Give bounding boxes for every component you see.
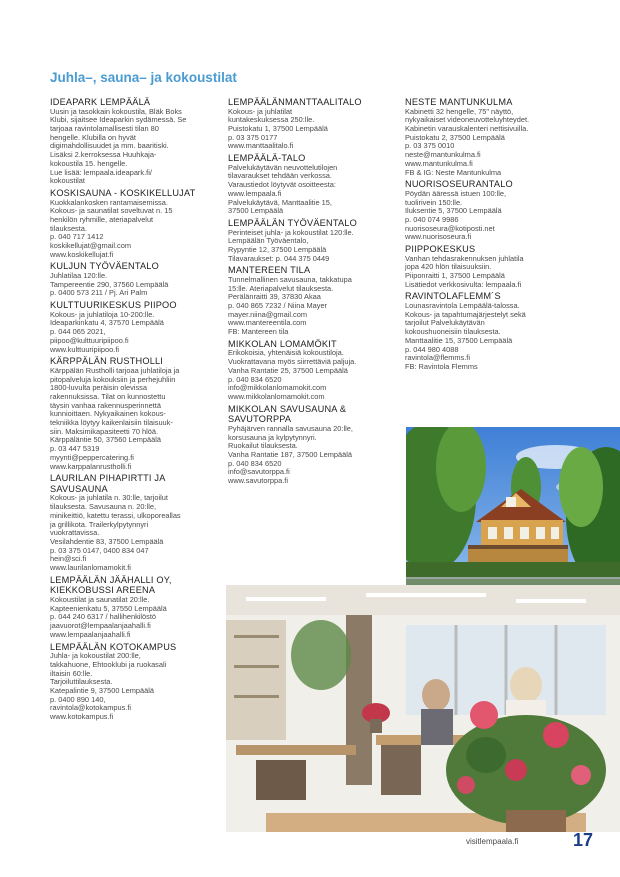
venue-detail-line: takkahuone, Ehtooklubi ja ruokasali bbox=[50, 659, 167, 669]
listing-column-3 bbox=[405, 97, 577, 374]
venue-detail-line: mayer.niina@gmail.com bbox=[228, 309, 307, 319]
venue-detail-line: Erikokoisia, yhtenäisiä kokoustiloja. bbox=[228, 348, 344, 358]
venue-detail-line: p. 040 834 6520 bbox=[228, 458, 282, 468]
venue-detail-line: www.kotokampus.fi bbox=[50, 712, 114, 722]
venue-detail-line: Vuokrattavana myös siirrettäviä paljuja. bbox=[228, 357, 357, 367]
venue-detail-line: p. 040 834 6520 bbox=[228, 374, 282, 384]
venue-detail-line: Tampereentie 290, 37560 Lempäälä bbox=[50, 279, 169, 289]
cafe-interior-photo bbox=[226, 585, 620, 832]
listing-column-2 bbox=[228, 97, 400, 488]
venue-detail-line: p. 03 375 0177 bbox=[228, 132, 278, 142]
venue-entry bbox=[50, 300, 222, 354]
venue-title: KOSKISAUNA - KOSKIKELLUJAT bbox=[50, 187, 196, 198]
venue-detail-line: Klubi, sijaitsee Ideaparkin sydämessä. Se bbox=[50, 115, 187, 125]
venue-detail-line: tilauksesta. Savusauna n. 20:lle, bbox=[50, 502, 156, 512]
venue-entry bbox=[50, 97, 222, 186]
venue-entry bbox=[228, 404, 400, 486]
venue-detail-line: Kapteenienkatu 5, 37550 Lempäälä bbox=[50, 603, 167, 613]
venue-title: LEMPÄÄLÄN JÄÄHALLI OY, KIEKKOBUSSI AREENA bbox=[50, 574, 172, 596]
venue-detail-line: FB: Ravintola Flemms bbox=[405, 361, 478, 371]
venue-detail-line: p. 040 074 9986 bbox=[405, 214, 459, 224]
venue-detail-line: Lempäälän Työväentalo, bbox=[228, 236, 309, 246]
venue-detail-line: Kokous- ja tapahtumajärjestelyt sekä bbox=[405, 309, 526, 319]
venue-detail-line: Kokous- ja juhlatilat bbox=[228, 106, 293, 116]
venue-title: PIIPPOKESKUS bbox=[405, 244, 476, 255]
venue-detail-line: 37500 Lempäälä bbox=[228, 206, 284, 216]
venue-detail-line: info@mikkolanlomamokit.com bbox=[228, 383, 327, 393]
venue-detail-line: Lisätiedot verkkosivulta: lempaala.fi bbox=[405, 279, 522, 289]
venue-detail-line: Iluksentie 5, 37500 Lempäälä bbox=[405, 206, 502, 216]
venue-detail-line: korsusauna ja kylpytynnyri. bbox=[228, 432, 317, 442]
venue-detail-line: Pyhäjärven rannalla savusauna 20:lle, bbox=[228, 423, 353, 433]
venue-detail-line: p. 040 865 7232 / Niina Mayer bbox=[228, 301, 328, 311]
venue-title: RAVINTOLAFLEMM´S bbox=[405, 291, 501, 302]
venue-detail-line: täysin vanhaa rakennusperinnettä bbox=[50, 400, 161, 410]
venue-detail-line: tarjoilut Palvelukäytävän bbox=[405, 318, 485, 328]
venue-detail-line: kuntakeskuksessa 250:lle. bbox=[228, 115, 315, 125]
venue-detail-line: www.mikkolanlomamokit.com bbox=[228, 391, 325, 401]
venue-entry bbox=[50, 575, 222, 640]
venue-title: IDEAPARK LEMPÄÄLÄ bbox=[50, 97, 151, 107]
venue-title: LEMPÄÄLÄ-TALO bbox=[228, 153, 306, 164]
venue-detail-line: p. 044 980 4088 bbox=[405, 344, 459, 354]
venue-detail-line: Katepalintie 9, 37500 Lempäälä bbox=[50, 685, 154, 695]
venue-title: KULTTUURIKESKUS PIIPOO bbox=[50, 300, 177, 311]
venue-detail-line: Tarjoiluttilauksesta. bbox=[50, 677, 113, 687]
venue-detail-line: tuolirivein 150:lle. bbox=[405, 197, 463, 207]
venue-detail-line: p. 03 447 5319 bbox=[50, 444, 100, 454]
venue-entry bbox=[228, 218, 400, 263]
venue-detail-line: tilavaraukset tehdään verkossa. bbox=[228, 171, 332, 181]
venue-title: NUORISOSEURANTALO bbox=[405, 179, 513, 190]
venue-detail-line: kokoustila 15. hengelle. bbox=[50, 158, 128, 168]
venue-entry bbox=[50, 642, 222, 722]
venue-detail-line: hengelle. Klubilla on hyvät bbox=[50, 132, 136, 142]
venue-entry bbox=[228, 265, 400, 337]
venue-detail-line: Puistokatu 2, 37500 Lempäälä bbox=[405, 132, 505, 142]
venue-detail-line: www.koskikellujat.fi bbox=[50, 249, 114, 259]
venue-detail-line: Lisäksi 2.kerroksessa Huuhkaja- bbox=[50, 150, 157, 160]
venue-detail-line: www.lempaala.fi bbox=[228, 188, 282, 198]
page-number: 17 bbox=[573, 830, 594, 850]
venue-detail-line: www.karppalanrustholli.fi bbox=[50, 461, 132, 471]
venue-detail-line: Kuokkalankosken rantamaisemissa. bbox=[50, 197, 168, 207]
venue-detail-line: Tilavaraukset: p. 044 375 0449 bbox=[228, 253, 330, 263]
venue-detail-line: Kokous- ja saunatilat soveltuvat n. 15 bbox=[50, 206, 173, 216]
venue-detail-line: ravintola@flemms.fi bbox=[405, 353, 471, 363]
venue-title: LEMPÄÄLÄN TYÖVÄENTALO bbox=[228, 217, 357, 228]
venue-entry bbox=[50, 473, 222, 573]
venue-detail-line: Perinteiset juhla- ja kokoustilat 120:lle. bbox=[228, 227, 354, 237]
venue-entry bbox=[50, 261, 222, 298]
venue-detail-line: nykyaikaiset videoneuvotteluyhteydet. bbox=[405, 115, 530, 125]
venue-detail-line: Piiponraitti 1, 37500 Lempäälä bbox=[405, 271, 505, 281]
venue-detail-line: neste@mantunkulma.fi bbox=[405, 150, 481, 160]
venue-detail-line: Vanhan tehdasrakennuksen juhlatila bbox=[405, 253, 524, 263]
venue-detail-line: ravintola@kotokampus.fi bbox=[50, 703, 132, 713]
venue-detail-line: Kärppälän Rustholli tarjoaa juhlatiloja ja bbox=[50, 365, 180, 375]
venue-detail-line: www.laurilanlomamokit.fi bbox=[50, 563, 131, 573]
venue-detail-line: p. 0400 573 211 / Pj. Ari Palm bbox=[50, 288, 148, 298]
venue-detail-line: www.lempaalanjaahalli.fi bbox=[50, 629, 131, 639]
venue-detail-line: tilauksesta. bbox=[50, 223, 87, 233]
venue-detail-line: Tunnelmallinen savusauna, takkatupa bbox=[228, 274, 352, 284]
venue-detail-line: Rypyntie 12, 37500 Lempäälä bbox=[228, 244, 327, 254]
venue-detail-line: kokoushuoneisiin tilauksesta. bbox=[405, 327, 501, 337]
venue-detail-line: p. 03 375 0147, 0400 834 047 bbox=[50, 545, 149, 555]
venue-detail-line: ja grillikota. Trailerkylpytynnyri bbox=[50, 519, 149, 529]
venue-detail-line: Pöydän ääressä istuen 100:lle, bbox=[405, 188, 507, 198]
venue-entry bbox=[228, 339, 400, 402]
venue-detail-line: 1800-luvulta peräisin olevissa bbox=[50, 383, 147, 393]
venue-entry bbox=[405, 97, 577, 177]
venue-detail-line: kunnioittaen. Nykyaikainen kokous- bbox=[50, 409, 166, 419]
venue-entry bbox=[228, 97, 400, 151]
venue-detail-line: Palvelukäytävän neuvottelutilojen bbox=[228, 162, 338, 172]
venue-detail-line: Uusin ja tasokkain kokoustila, Bläk Boks bbox=[50, 106, 182, 116]
venue-entry bbox=[50, 188, 222, 260]
venue-detail-line: FB: Mantereen tila bbox=[228, 327, 289, 337]
venue-detail-line: Palvelukäytävä, Manttaalitie 15, bbox=[228, 197, 332, 207]
venue-detail-line: siin. Maksimikapasiteetti 70 hlöä. bbox=[50, 426, 159, 436]
venue-detail-line: www.manttaalitalo.fi bbox=[228, 141, 294, 151]
venue-detail-line: Ruokailut tilauksesta. bbox=[228, 441, 298, 451]
venue-detail-line: www.nuorisoseura.fi bbox=[405, 232, 472, 242]
venue-entry bbox=[405, 291, 577, 371]
venue-detail-line: p. 044 240 6317 / hallihenkilöstö bbox=[50, 612, 157, 622]
venue-detail-line: Lounasravintola Lempäälä-talossa. bbox=[405, 301, 520, 311]
venue-detail-line: p. 0400 890 140, bbox=[50, 694, 106, 704]
venue-entry bbox=[405, 244, 577, 289]
venue-detail-line: Kabinetti 32 hengelle, 75" näyttö, bbox=[405, 106, 514, 116]
page-heading: Juhla–, sauna– ja kokoustilat bbox=[50, 70, 237, 85]
venue-detail-line: jaavuorot@lempaalanjaahalli.fi bbox=[50, 621, 151, 631]
venue-detail-line: piipoo@kulttuuripiipoo.fi bbox=[50, 335, 129, 345]
venue-detail-line: Manttaalitie 15, 37500 Lempäälä bbox=[405, 335, 513, 345]
venue-entry bbox=[228, 153, 400, 216]
venue-detail-line: Kabinetin varauskalenteri nettisivuilla. bbox=[405, 124, 529, 133]
venue-title: MIKKOLAN SAVUSAUNA & SAVUTORPPA bbox=[228, 403, 347, 425]
venue-detail-line: myynti@peppercatering.fi bbox=[50, 452, 134, 462]
venue-title: MANTEREEN TILA bbox=[228, 265, 311, 276]
footer-website-url: visitlempaala.fi bbox=[466, 837, 519, 846]
venue-detail-line: www.kulttuuripiipoo.fi bbox=[50, 344, 120, 354]
venue-detail-line: www.mantereentila.com bbox=[228, 318, 307, 328]
venue-title: KÄRPPÄLÄN RUSTHOLLI bbox=[50, 356, 164, 367]
venue-detail-line: Vanha Rantatie 187, 37500 Lempäälä bbox=[228, 449, 352, 459]
venue-detail-line: 15:lle. Ateriapalvelut tilauksesta. bbox=[228, 283, 334, 293]
venue-detail-line: Ideaparkinkatu 4, 37570 Lempäälä bbox=[50, 318, 164, 328]
venue-detail-line: hein@sci.fi bbox=[50, 554, 87, 564]
venue-detail-line: www.savutorppa.fi bbox=[228, 476, 288, 486]
venue-detail-line: tekniikka löytyy kaikenlaisiin tilaisuuk- bbox=[50, 418, 173, 428]
venue-detail-line: Kärppäläntie 50, 37560 Lempäälä bbox=[50, 435, 161, 445]
venue-detail-line: info@savutorppa.fi bbox=[228, 467, 290, 477]
venue-entry bbox=[405, 179, 577, 242]
venue-detail-line: vuokrattavissa. bbox=[50, 528, 100, 538]
venue-detail-line: pitopalveluja kokouksiin ja perhejuhliin bbox=[50, 374, 176, 384]
venue-detail-line: henkilön ryhmille, ateriapalvelut bbox=[50, 214, 154, 224]
venue-detail-line: Puistokatu 1, 37500 Lempäälä bbox=[228, 124, 328, 133]
venue-detail-line: jopa 420 hlön tilaisuuksiin. bbox=[405, 262, 492, 272]
venue-entry bbox=[50, 356, 222, 471]
venue-detail-line: Varaustiedot löytyvät osoitteesta: bbox=[228, 180, 336, 190]
venue-title: MIKKOLAN LOMAMÖKIT bbox=[228, 338, 337, 349]
venue-detail-line: p. 040 717 1412 bbox=[50, 232, 104, 242]
venue-detail-line: Kokoustilat ja saunatilat 20:lle. bbox=[50, 594, 150, 604]
venue-title: KULJUN TYÖVÄENTALO bbox=[50, 261, 159, 272]
venue-detail-line: koskikellujat@gmail.com bbox=[50, 241, 132, 251]
venue-detail-line: Perälänraitti 39, 37830 Akaa bbox=[228, 292, 321, 302]
venue-detail-line: tarjoaa ravintolamallisesti tilan 80 bbox=[50, 124, 159, 133]
venue-title: LAURILAN PIHAPIRTTI JA SAVUSAUNA bbox=[50, 473, 166, 494]
listing-column-1 bbox=[50, 97, 222, 724]
venue-detail-line: Lue lisää: lempaala.ideapark.fi/ bbox=[50, 167, 152, 177]
venue-detail-line: digimahdollisuudet ja mm. baaritiski. bbox=[50, 141, 169, 151]
venue-title: LEMPÄÄLÄNMANTTAALITALO bbox=[228, 97, 362, 107]
venue-detail-line: kokoustilat bbox=[50, 176, 85, 186]
venue-detail-line: p. 03 375 0010 bbox=[405, 141, 455, 151]
venue-detail-line: Vanha Rantatie 25, 37500 Lempäälä bbox=[228, 365, 348, 375]
venue-detail-line: rakennuksissa. Tilat on kunnostettu bbox=[50, 391, 166, 401]
venue-detail-line: Kokous- ja juhlatiloja 10-200:lle. bbox=[50, 309, 155, 319]
venue-detail-line: Juhla- ja kokoustilat 200:lle, bbox=[50, 651, 141, 661]
venue-detail-line: Kokous- ja juhlatila n. 30:lle, tarjoilut bbox=[50, 493, 168, 503]
venue-detail-line: nuorisoseura@kotiposti.net bbox=[405, 223, 495, 233]
venue-detail-line: www.mantunkulma.fi bbox=[405, 158, 473, 168]
venue-detail-line: minikeittiö, katettu terassi, ulkoporeallas bbox=[50, 510, 181, 520]
venue-detail-line: Juhlatilaa 120:lle. bbox=[50, 271, 108, 281]
venue-detail-line: Vesilahdentie 83, 37500 Lempäälä bbox=[50, 536, 164, 546]
venue-detail-line: iltaisin 60:lle. bbox=[50, 668, 93, 678]
venue-detail-line: p. 044 065 2021, bbox=[50, 327, 106, 337]
venue-title: NESTE MANTUNKULMA bbox=[405, 97, 513, 107]
venue-detail-line: FB & IG: Neste Mantunkulma bbox=[405, 167, 502, 177]
venue-title: LEMPÄÄLÄN KOTOKAMPUS bbox=[50, 641, 177, 652]
